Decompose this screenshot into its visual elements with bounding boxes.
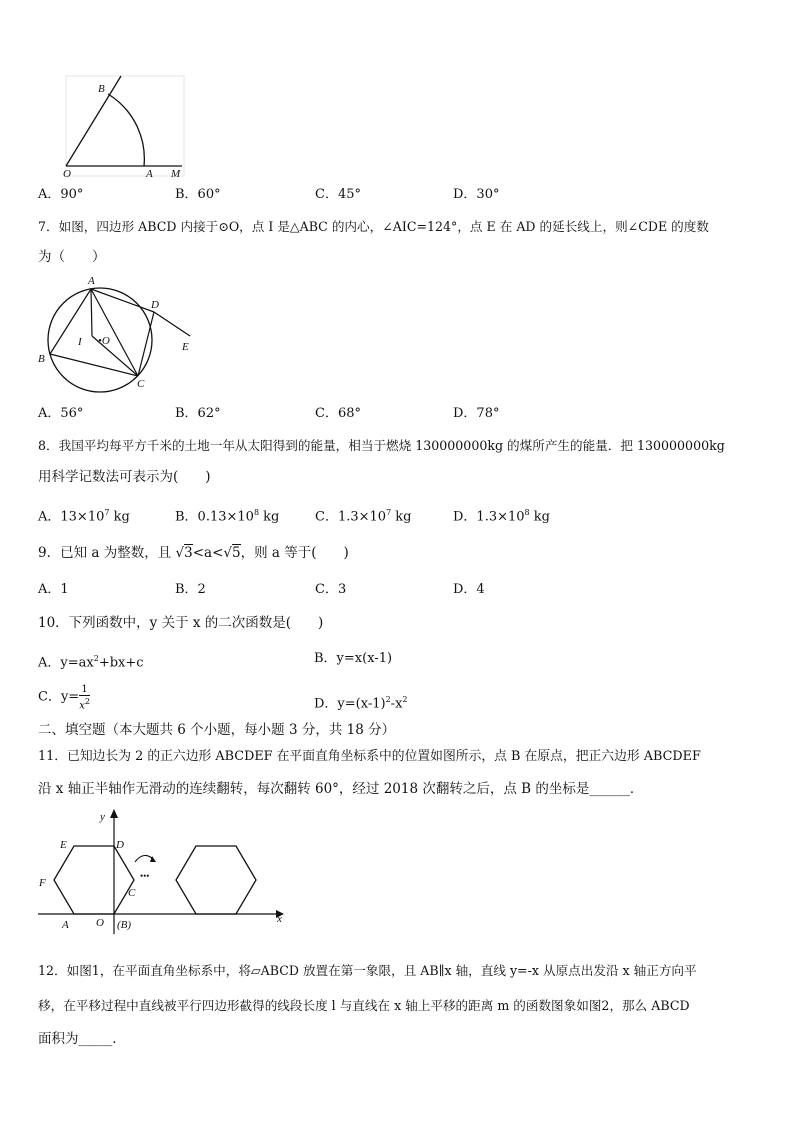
q8-stem-line2: 用科学记数法可表示为( ) — [38, 469, 211, 485]
q8-option-c — [315, 504, 412, 526]
q8-option-a — [38, 504, 130, 526]
q8-option-d-unit: kg — [529, 509, 550, 525]
q11-label-o: O — [96, 917, 104, 929]
q8-option-a-exp: 7 — [104, 508, 110, 517]
q8-option-c-unit: kg — [391, 509, 412, 525]
q6-option-c: C．45° — [315, 187, 361, 202]
q10-stem: 10．下列函数中，y 关于 x 的二次函数是( ) — [38, 615, 324, 631]
q7-option-b: B．62° — [175, 406, 221, 421]
q8-option-a-unit: kg — [109, 509, 130, 525]
q11-stem-line1: 11．已知边长为 2 的正六边形 ABCDEF 在平面直角坐标系中的位置如图所示，点 B 在原点，把正六边形 ABCDEF — [38, 749, 701, 764]
q10-option-c-den-exp: 2 — [84, 697, 90, 706]
q9-option-d: D．4 — [453, 582, 485, 597]
q8-option-d — [453, 504, 550, 526]
q11-figure — [32, 806, 292, 938]
q10-option-d — [314, 691, 408, 713]
q7-label-e: E — [182, 341, 189, 353]
q9-sqrt3 — [176, 544, 193, 562]
q8-option-b-unit: kg — [259, 509, 280, 525]
q8-option-c-exp: 7 — [386, 508, 392, 517]
q7-figure — [32, 272, 202, 394]
q11-label-x: x — [277, 913, 282, 925]
q11-label-d: D — [116, 839, 124, 851]
radical-icon: √ — [223, 545, 233, 561]
q11-label-a: A — [62, 919, 69, 931]
q6-label-o: O — [63, 168, 71, 180]
q11-label-b: (B) — [117, 919, 132, 931]
q12-stem-line1: 12．如图1，在平面直角坐标系中，将▱ABCD 放置在第一象限，且 AB∥x 轴，直线 y=-x 从原点出发沿 x 轴正方向平 — [38, 963, 697, 978]
q10-option-c-den-base: x — [79, 700, 85, 712]
q8-option-a-base: A．13×10 — [38, 509, 105, 525]
q8-option-d-base: D．1.3×10 — [453, 509, 525, 525]
q10-option-c-fraction — [79, 684, 90, 711]
q7-option-a: A．56° — [38, 406, 84, 421]
q8-option-c-base: C．1.3×10 — [315, 509, 387, 525]
q6-label-b: B — [98, 83, 105, 95]
q10-option-a — [38, 650, 144, 672]
q9-stem — [38, 544, 349, 562]
q9-sqrt5-radicand: 5 — [232, 545, 241, 561]
q7-stem-line1: 7．如图，四边形 ABCD 内接于⊙O，点 I 是△ABC 的内心，∠AIC=124°，点 E 在 AD 的延长线上，则∠CDE 的度数 — [38, 219, 709, 234]
q8-stem-line1: 8．我国平均每平方千米的土地一年从太阳得到的能量，相当于燃烧 130000000kg 的煤所产生的能量．把 130000000kg — [38, 438, 725, 453]
radical-icon: √ — [175, 545, 185, 561]
q10-option-c — [38, 684, 90, 714]
q10-option-d-pre: D．y=(x-1) — [314, 696, 386, 712]
q9-option-b: B．2 — [175, 582, 206, 597]
q11-label-e: E — [60, 839, 67, 851]
q10-option-a-post: +bx+c — [98, 655, 144, 671]
q9-sqrt3-radicand: 3 — [184, 545, 193, 561]
q6-label-a: A — [146, 168, 153, 180]
q10-option-d-post: -x — [390, 696, 403, 712]
q11-label-c: C — [128, 887, 136, 899]
q7-label-d: D — [151, 299, 159, 311]
q8-option-b — [175, 504, 279, 526]
q10-option-d-exp: 2 — [385, 695, 391, 704]
q10-option-d-exp2: 2 — [402, 695, 408, 704]
q10-option-a-pre: A．y=ax — [38, 655, 94, 671]
q7-label-b: B — [38, 353, 45, 365]
q7-option-d: D．78° — [453, 406, 500, 421]
q11-label-f: F — [39, 877, 46, 889]
q9-option-a: A．1 — [38, 582, 69, 597]
q9-stem-pre: 9．已知 a 为整数，且 — [38, 545, 172, 561]
q10-option-c-numerator: 1 — [79, 684, 90, 696]
q11-label-dots: ••• — [140, 871, 150, 881]
q7-label-i: I — [78, 336, 82, 348]
q10-option-c-pre: C．y= — [38, 689, 80, 705]
q11-stem-line2: 沿 x 轴正半轴作无滑动的连续翻转，每次翻转 60°，经过 2018 次翻转之后，点 B 的坐标是______． — [38, 781, 644, 797]
q6-option-d: D．30° — [453, 187, 500, 202]
q6-option-a: A．90° — [38, 187, 84, 202]
q10-option-c-denominator — [79, 696, 90, 711]
q9-option-c: C．3 — [315, 582, 347, 597]
q10-option-b: B．y=x(x-1) — [314, 651, 393, 666]
q7-stem-line2: 为（ ） — [38, 249, 106, 265]
q12-stem-line2: 移，在平移过程中直线被平行四边形截得的线段长度 l 与直线在 x 轴上平移的距离 m 的函数图象如图2，那么 ABCD — [38, 998, 690, 1013]
q8-option-b-base: B．0.13×10 — [175, 509, 254, 525]
q7-label-o: •O — [98, 335, 110, 347]
q6-label-m: M — [171, 168, 181, 180]
q12-stem-line3: 面积为_____． — [38, 1031, 126, 1047]
q9-stem-mid: <a< — [192, 545, 224, 561]
q11-label-y: y — [100, 811, 105, 823]
q7-label-a: A — [88, 275, 95, 287]
q10-option-a-exp: 2 — [93, 654, 99, 663]
q7-label-c: C — [137, 378, 145, 390]
section-heading-fill-blank: 二、填空题（本大题共 6 个小题，每小题 3 分，共 18 分） — [38, 722, 396, 738]
q7-option-c: C．68° — [315, 406, 361, 421]
q9-stem-post: ，则 a 等于( ) — [240, 545, 349, 561]
q8-option-b-exp: 8 — [253, 508, 260, 517]
q6-option-b: B．60° — [175, 187, 221, 202]
q6-figure — [40, 70, 190, 182]
q8-option-d-exp: 8 — [524, 508, 530, 517]
q9-sqrt5 — [223, 544, 240, 562]
